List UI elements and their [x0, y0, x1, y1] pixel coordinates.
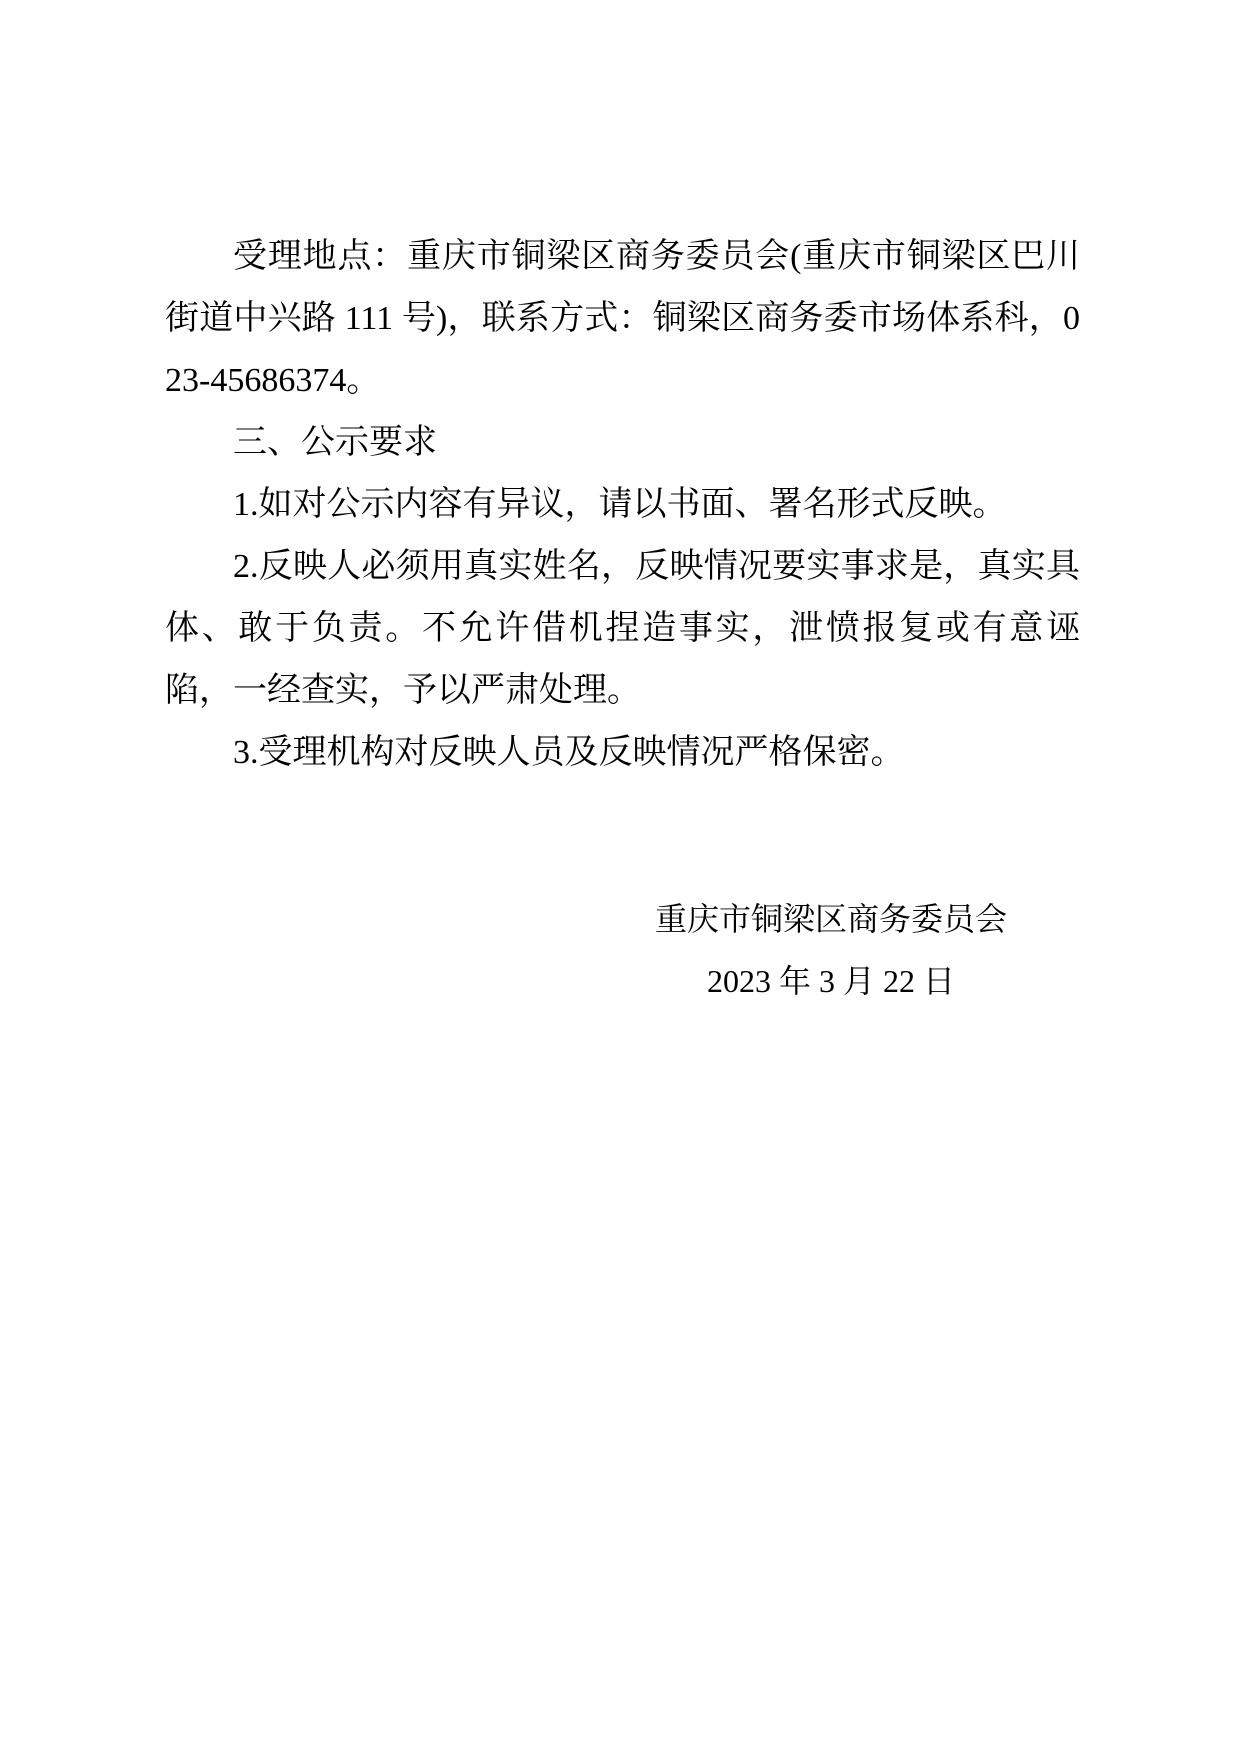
- signature-issuer: 重庆市铜梁区商务委员会: [654, 901, 1007, 937]
- paragraph-acceptance-location: 受理地点：重庆市铜梁区商务委员会(重庆市铜梁区巴川街道中兴路 111 号)，联系方式：铜梁区商务委市场体系科，023-45686374。: [165, 238, 1080, 399]
- paragraph-item-3-confidentiality: 3.受理机构对反映人员及反映情况严格保密。: [233, 734, 905, 771]
- document-body: [165, 226, 1080, 784]
- paragraph-item-1-objection: 1.如对公示内容有异议，请以书面、署名形式反映。: [233, 486, 1007, 523]
- heading-section-three-publicity-requirements: 三、公示要求: [233, 424, 437, 461]
- paragraph-item-2-real-name: 2.反映人必须用真实姓名，反映情况要实事求是，真实具体、敢于负责。不允许借机捏造事实，泄愤报复或有意诬陷，一经查实，予以严肃处理。: [165, 548, 1080, 709]
- signature-date: 2023 年 3 月 22 日: [706, 963, 955, 999]
- signature-block: [655, 888, 1007, 1012]
- signature-area: [165, 888, 1080, 1012]
